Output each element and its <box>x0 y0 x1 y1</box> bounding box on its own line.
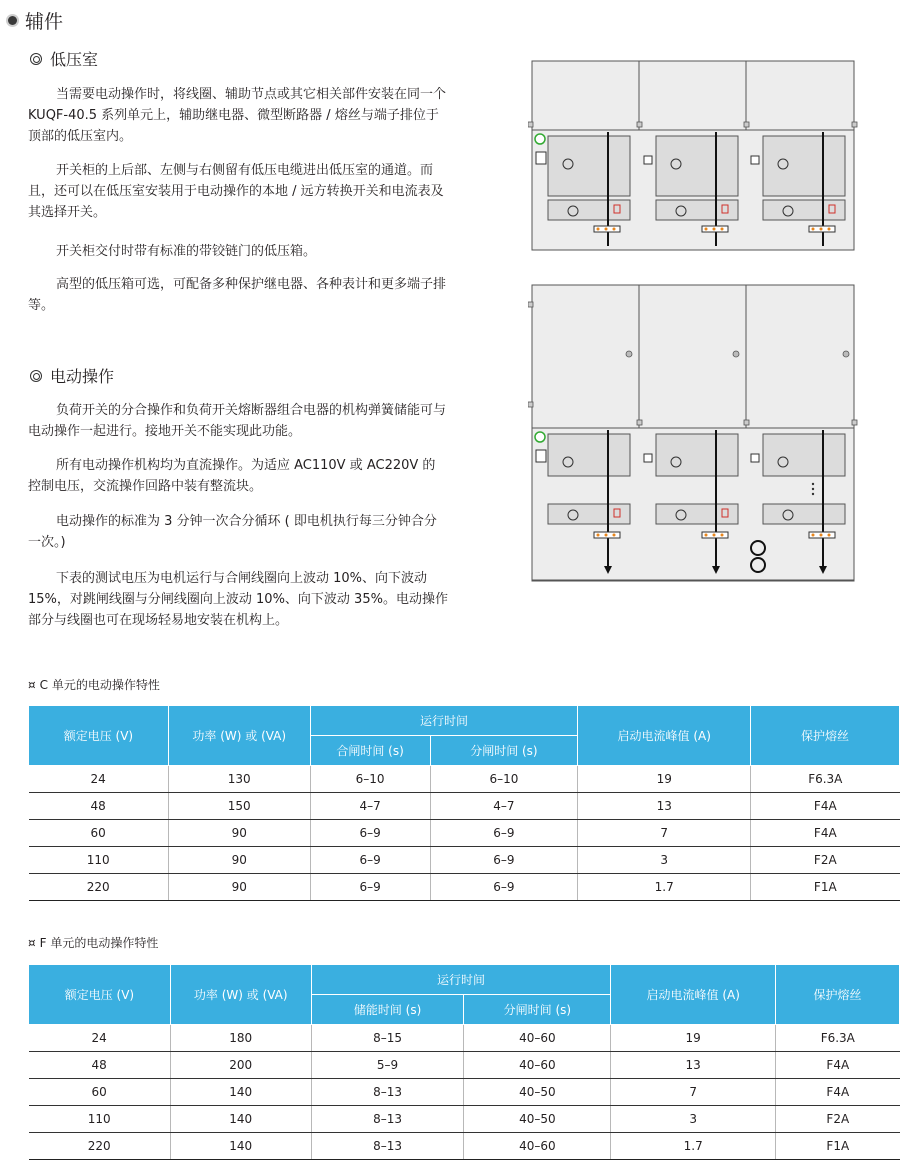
header-voltage: 额定电压 (V) <box>29 965 171 1025</box>
table-row: 48 150 4–7 4–7 13 F4A <box>29 793 900 820</box>
ring-bullet-icon <box>30 370 42 382</box>
op-paragraph-1: 负荷开关的分合操作和负荷开关熔断器组合电器的机构弹簧储能可与电动操作一起进行。接地开关不能实现此功能。 <box>28 403 447 439</box>
section-title-lv: 低压室 <box>30 47 98 70</box>
f-unit-table <box>28 964 900 1160</box>
table-f-caption: ¤ F 单元的电动操作特性 <box>28 935 159 950</box>
header-peak-current: 启动电流峰值 (A) <box>578 706 751 766</box>
lv-paragraph-2: 开关柜的上后部、左侧与右侧留有低压电缆进出低压室的通道。而且，还可以在低压室安装用于电动操作的本地 / 远方转换开关和电流表及其选择开关。 <box>28 163 444 220</box>
table-row: 220 90 6–9 6–9 1.7 F1A <box>29 874 900 901</box>
header-charge-time: 储能时间 (s) <box>311 995 464 1025</box>
table-row: 60 140 8–13 40–50 7 F4A <box>29 1079 900 1106</box>
lv-paragraph-1: 当需要电动操作时，将线圈、辅助节点或其它相关部件安装在同一个 KUQF-40.5 系列单元上，辅助继电器、微型断路器 / 熔丝与端子排位于顶部的低压室内。 <box>28 87 447 144</box>
table-c-caption: ¤ C 单元的电动操作特性 <box>28 677 160 692</box>
switchgear-diagram-high <box>528 284 858 582</box>
table-row: 220 140 8–13 40–60 1.7 F1A <box>29 1133 900 1160</box>
op-paragraph-2: 所有电动操作机构均为直流操作。为适应 AC110V 或 AC220V 的控制电压，交流操作回路中装有整流块。 <box>28 458 436 494</box>
page-heading <box>8 6 63 34</box>
switchgear-diagram-standard <box>528 60 858 252</box>
header-peak-current: 启动电流峰值 (A) <box>611 965 776 1025</box>
header-open-time: 分闸时间 (s) <box>464 995 611 1025</box>
header-fuse: 保护熔丝 <box>776 965 900 1025</box>
op-paragraph-3: 电动操作的标准为 3 分钟一次合分循环 ( 即电机执行每三分钟合分一次。) <box>28 514 437 550</box>
header-open-time: 分闸时间 (s) <box>430 736 578 766</box>
bullet-dot-icon <box>8 16 17 25</box>
header-power: 功率 (W) 或 (VA) <box>168 706 310 766</box>
table-row: 48 200 5–9 40–60 13 F4A <box>29 1052 900 1079</box>
lv-paragraph-3: 开关柜交付时带有标准的带铰链门的低压箱。 <box>56 244 317 259</box>
table-row: 110 90 6–9 6–9 3 F2A <box>29 847 900 874</box>
header-close-time: 合闸时间 (s) <box>310 736 430 766</box>
currency-sign-icon: ¤ <box>28 677 36 692</box>
header-fuse: 保护熔丝 <box>751 706 900 766</box>
table-row: 24 180 8–15 40–60 19 F6.3A <box>29 1025 900 1052</box>
header-run-time: 运行时间 <box>310 706 578 736</box>
header-voltage: 额定电压 (V) <box>29 706 169 766</box>
section-title-op: 电动操作 <box>30 364 114 387</box>
table-row: 60 90 6–9 6–9 7 F4A <box>29 820 900 847</box>
ring-bullet-icon <box>30 53 42 65</box>
header-power: 功率 (W) 或 (VA) <box>170 965 311 1025</box>
c-unit-table <box>28 705 900 901</box>
op-paragraph-4: 下表的测试电压为电机运行与合闸线圈向上波动 10%、向下波动 15%，对跳闸线圈与分闸线圈向上波动 10%、向下波动 35%。电动操作部分与线圈也可在现场轻易地安装在机构上。 <box>28 571 448 628</box>
table-row: 110 140 8–13 40–50 3 F2A <box>29 1106 900 1133</box>
lv-paragraph-4: 高型的低压箱可选，可配备多种保护继电器、各种表计和更多端子排等。 <box>28 277 447 313</box>
page-title: 辅件 <box>25 10 64 33</box>
currency-sign-icon: ¤ <box>28 935 36 950</box>
table-row: 24 130 6–10 6–10 19 F6.3A <box>29 766 900 793</box>
header-run-time: 运行时间 <box>311 965 611 995</box>
